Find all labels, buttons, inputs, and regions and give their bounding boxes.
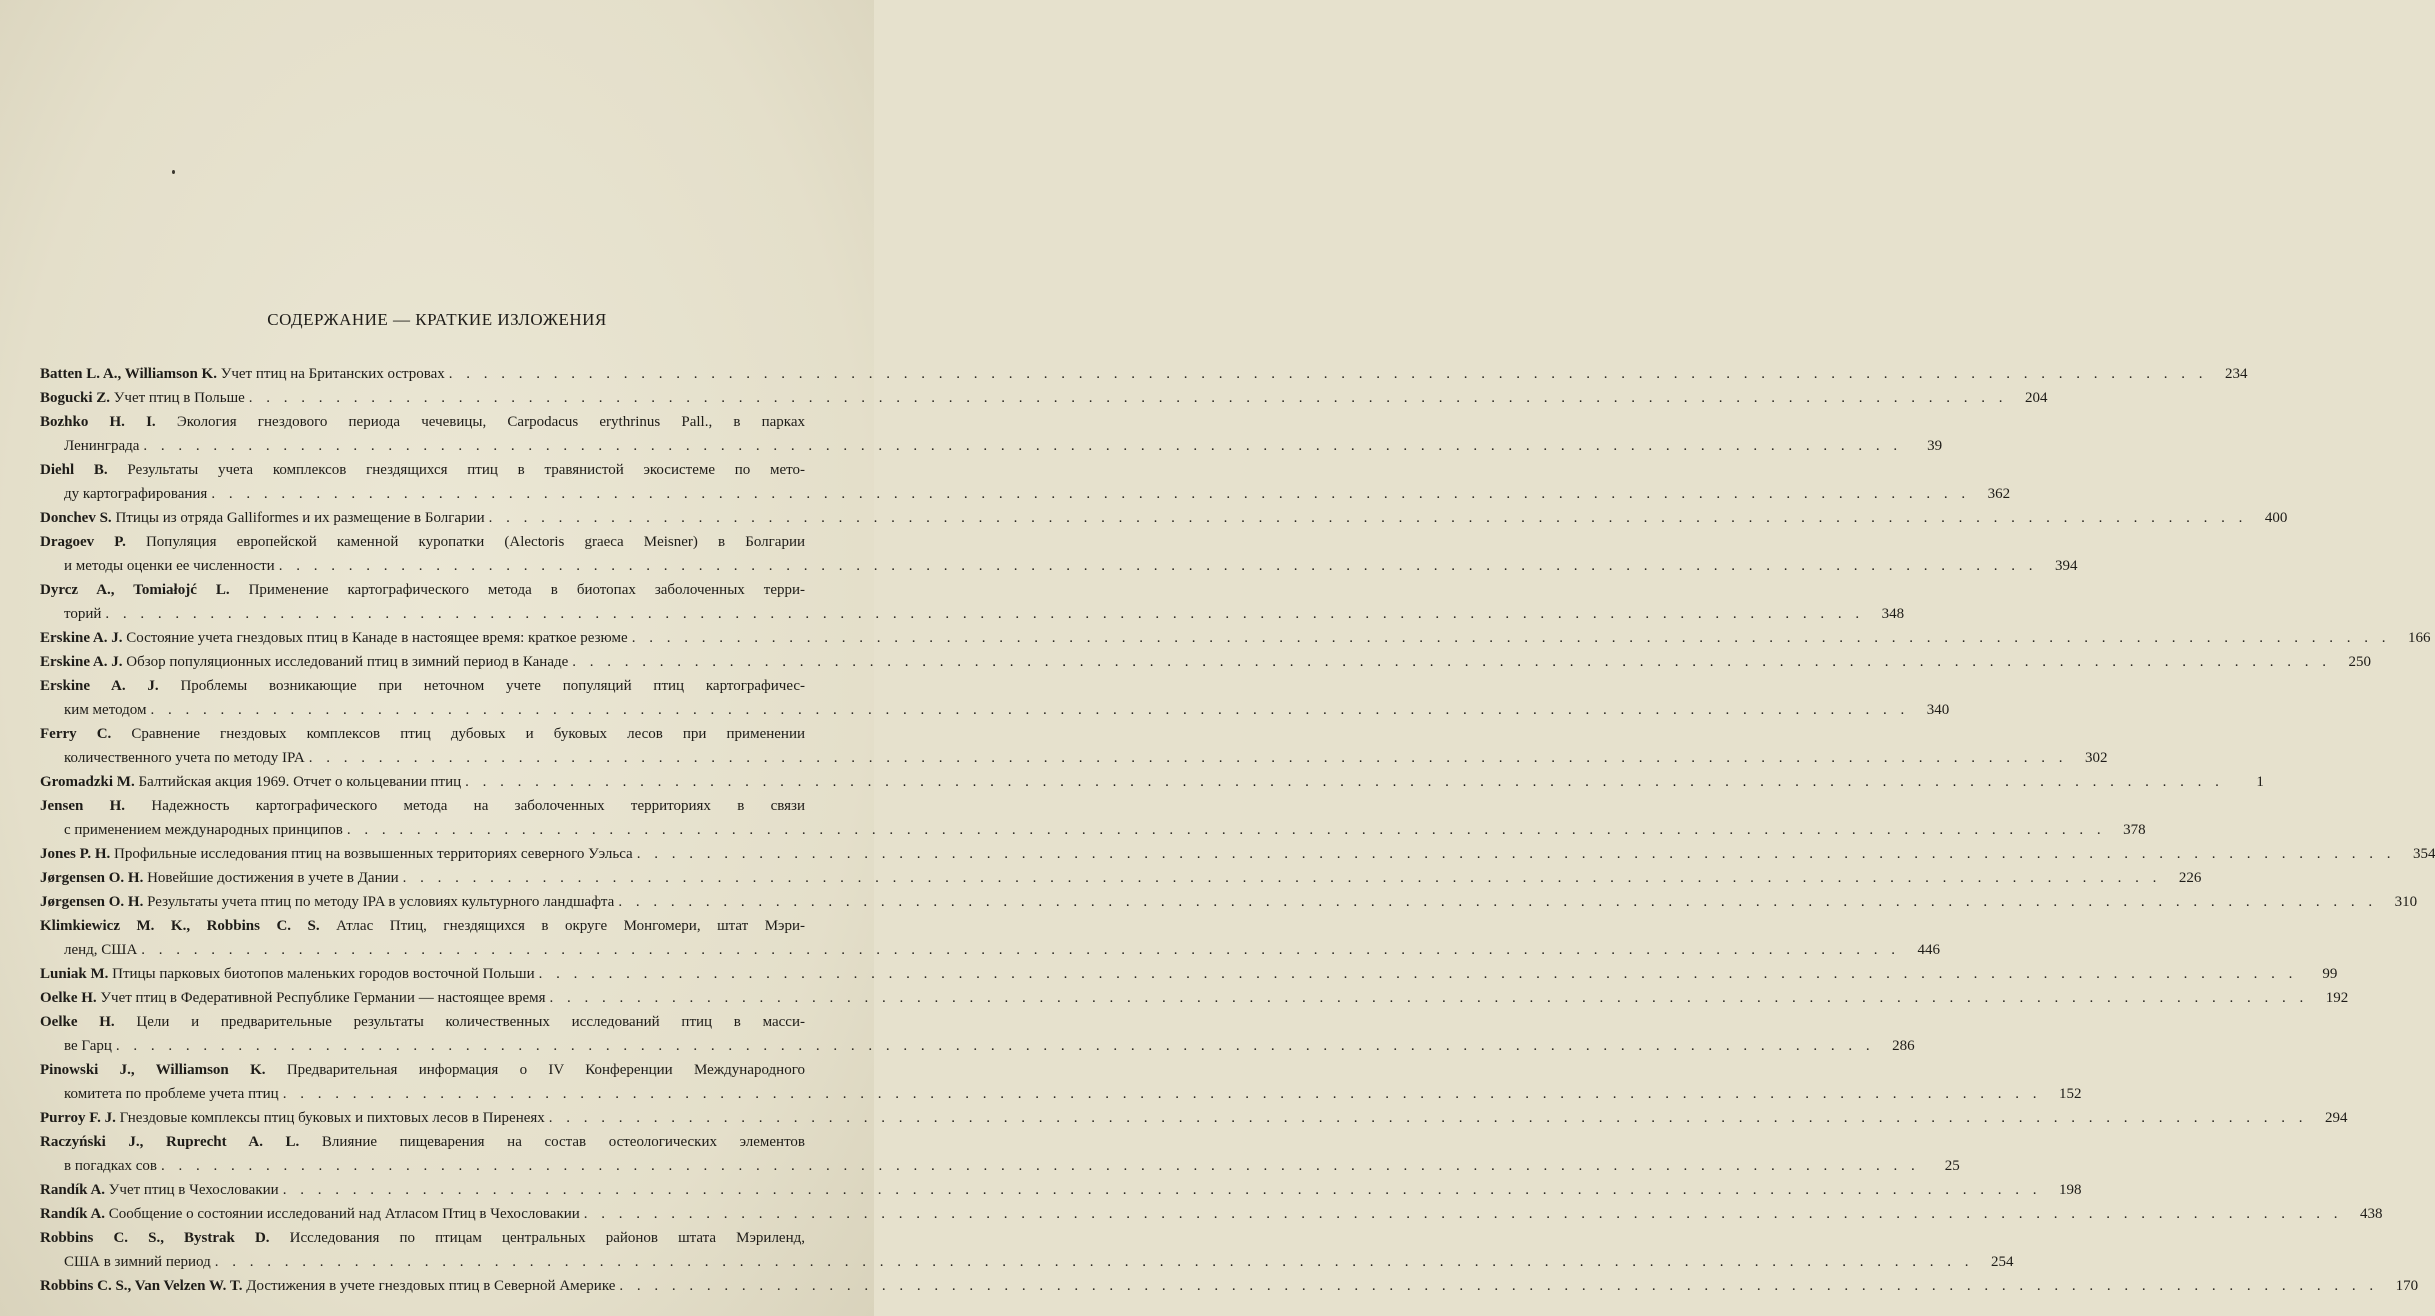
toc-entry-line: [40, 1106, 2348, 1130]
toc-entry: [40, 1274, 2419, 1298]
entry-page-number: 400: [2264, 510, 2288, 526]
toc-entry: [40, 674, 1950, 722]
entry-authors: Erskine A. J.: [40, 654, 123, 670]
toc-entry-text: [40, 1130, 805, 1154]
toc-entry-continuation: [40, 602, 1905, 626]
entry-title: Птицы из отряда Galliformes и их размещение в Болгарии: [115, 510, 485, 526]
toc-entry: [40, 962, 2338, 986]
toc-entry-line: [40, 386, 2048, 410]
toc-entry: [40, 1058, 2082, 1106]
toc-entry-line: [40, 794, 841, 818]
leader-dots: [572, 650, 2331, 674]
entry-title-continued: и методы оценки ее численности: [64, 558, 275, 574]
toc-entry-text: [40, 914, 805, 938]
toc-entry-continuation: [40, 482, 2011, 506]
toc-entry: [40, 1202, 2383, 1226]
toc-entry-line: [40, 1010, 841, 1034]
leader-dots: [150, 698, 1909, 722]
entry-title: Атлас Птиц, гнездящихся в округе Монгомери, штат Мэри-: [336, 918, 805, 934]
toc-entry: [40, 1226, 2014, 1274]
toc-entry-text: [40, 842, 633, 866]
entry-title: Гнездовые комплексы птиц буковых и пихтовых лесов в Пиренеях: [119, 1110, 545, 1126]
entry-authors: Erskine A. J.: [40, 630, 123, 646]
toc-entry: [40, 530, 2078, 578]
entry-title-continued: количественного учета по методу IPA: [64, 750, 305, 766]
toc-entry-text: [40, 794, 805, 818]
entry-authors: Ferry C.: [40, 726, 112, 742]
toc-entry-text: [40, 506, 485, 530]
toc-entry-line: [40, 458, 841, 482]
toc-entry-line: [40, 506, 2288, 530]
leader-dots: [161, 1154, 1920, 1178]
entry-page-number: 152: [2058, 1086, 2082, 1102]
entry-title: Популяция европейской каменной куропатки (Alectoris graeca Meisner) в Болгарии: [145, 534, 806, 550]
leader-dots: [403, 866, 2162, 890]
entry-authors: Robbins C. S., Van Velzen W. T.: [40, 1278, 243, 1294]
toc-entry: [40, 770, 2264, 794]
entry-page-number: 378: [2123, 822, 2146, 838]
entry-title: Учет птиц на Британских островах: [220, 366, 445, 382]
leader-dots: [215, 1250, 1974, 1274]
leader-dots: [143, 434, 1902, 458]
leader-dots: [619, 1274, 2378, 1298]
toc-entry-text: [40, 1274, 615, 1298]
toc-entry-line: [40, 626, 2431, 650]
toc-entry-text: [40, 722, 805, 746]
toc-entry-text: [40, 386, 245, 410]
toc-entry-text: [40, 1106, 545, 1130]
leader-dots: [283, 1178, 2042, 1202]
toc-entry: [40, 1130, 1960, 1178]
entry-title: Обзор популяционных исследований птиц в зимний период в Канаде: [126, 654, 569, 670]
toc-entry-line: [40, 410, 841, 434]
leader-dots: [465, 770, 2224, 794]
toc-entry: [40, 386, 2048, 410]
toc-entry: [40, 1010, 1915, 1058]
leader-dots: [116, 1034, 1875, 1058]
entry-page-number: 362: [1987, 486, 2011, 502]
toc-entry-line: [40, 866, 2202, 890]
toc-entry-text: [40, 890, 614, 914]
entry-page-number: 250: [2348, 654, 2372, 670]
ink-speck: [172, 170, 175, 174]
toc-entry-line: [40, 1178, 2082, 1202]
entry-page-number: 166: [2407, 630, 2431, 646]
entry-title-continued: с применением международных принципов: [64, 822, 343, 838]
toc-entry: [40, 866, 2202, 890]
leader-dots: [632, 626, 2391, 650]
entry-authors: Jensen H.: [40, 798, 126, 814]
entry-authors: Klimkiewicz M. K., Robbins C. S.: [40, 918, 320, 934]
entry-authors: Dyrcz A., Tomiałojć L.: [40, 582, 230, 598]
toc-entry-continuation: [40, 434, 1943, 458]
entry-authors: Purroy F. J.: [40, 1110, 116, 1126]
toc-entry: [40, 722, 2108, 770]
toc-entry-text: [40, 674, 805, 698]
entry-title: Учет птиц в Польше: [113, 390, 245, 406]
toc-entry-text: [40, 1010, 805, 1034]
toc-entry-continuation: [40, 1154, 1960, 1178]
toc-entry-text: [40, 1202, 580, 1226]
toc-entry-text: [40, 1058, 805, 1082]
toc-entry-text: [40, 410, 805, 434]
toc-entry-continuation: [40, 554, 2078, 578]
entry-title-continued: Ленинграда: [64, 438, 140, 454]
entry-authors: Donchev S.: [40, 510, 112, 526]
toc-entry: [40, 986, 2349, 1010]
entry-title: Результаты учета птиц по методу IPA в условиях культурного ландшафта: [147, 894, 615, 910]
entry-authors: Oelke H.: [40, 1014, 115, 1030]
toc-entry-text: [40, 578, 805, 602]
entry-authors: Robbins C. S., Bystrak D.: [40, 1230, 270, 1246]
toc-entry-line: [40, 674, 841, 698]
entry-authors: Bozhko H. I.: [40, 414, 156, 430]
entry-title: Результаты учета комплексов гнездящихся птиц в травянистой экосистеме по мето-: [127, 462, 806, 478]
entry-title-continued: торий: [64, 606, 102, 622]
leader-dots: [489, 506, 2248, 530]
entry-authors: Jørgensen O. H.: [40, 894, 144, 910]
toc-entry-continuation: [40, 746, 2108, 770]
entry-page-number: 234: [2225, 366, 2248, 382]
entry-title: Учет птиц в Чехословакии: [108, 1182, 279, 1198]
leader-dots: [549, 1106, 2308, 1130]
entry-title-continued: ду картографирования: [64, 486, 208, 502]
entry-page-number: 192: [2325, 990, 2349, 1006]
toc-entry-line: [40, 1202, 2383, 1226]
toc-entry-line: [40, 770, 2264, 794]
toc-entry-text: [40, 1178, 279, 1202]
toc-entry-line: [40, 842, 2435, 866]
toc-entry-text: [40, 962, 535, 986]
entry-title: Надежность картографического метода на заболоченных территориях в связи: [151, 798, 805, 814]
toc-entry-line: [40, 890, 2418, 914]
leader-dots: [584, 1202, 2343, 1226]
entry-page-number: 39: [1927, 438, 1943, 454]
entry-page-number: 170: [2395, 1278, 2419, 1294]
toc-entry: [40, 1178, 2082, 1202]
entry-title: Влияние пищеварения на состав остеологических элементов: [321, 1134, 806, 1150]
entry-title-continued: США в зимний период: [64, 1254, 211, 1270]
entry-page-number: 340: [1926, 702, 1950, 718]
leader-dots: [539, 962, 2298, 986]
toc-entry-text: [40, 458, 805, 482]
entry-title: Профильные исследования птиц на возвышенных территориях северного Уэльса: [114, 846, 633, 862]
toc-entry: [40, 650, 2372, 674]
leader-dots: [449, 362, 2208, 386]
entry-authors: Randík A.: [40, 1206, 106, 1222]
toc-entry-line: [40, 1058, 841, 1082]
toc-entry-text: [40, 362, 445, 386]
entry-page-number: 310: [2394, 894, 2418, 910]
toc-entry: [40, 794, 2146, 842]
toc-entry: [40, 362, 2248, 386]
entry-title-continued: ленд, США: [64, 942, 138, 958]
entry-page-number: 446: [1917, 942, 1941, 958]
toc-entry-text: [40, 1226, 805, 1250]
toc-entry-text: [40, 626, 628, 650]
toc-entry-line: [40, 986, 2349, 1010]
entry-page-number: 198: [2058, 1182, 2082, 1198]
leader-dots: [283, 1082, 2042, 1106]
leader-dots: [211, 482, 1970, 506]
toc-entry-line: [40, 362, 2248, 386]
entry-authors: Bogucki Z.: [40, 390, 111, 406]
entry-authors: Batten L. A., Williamson K.: [40, 366, 217, 382]
leader-dots: [105, 602, 1864, 626]
leader-dots: [637, 842, 2396, 866]
entry-page-number: 294: [2325, 1110, 2348, 1126]
entry-authors: Pinowski J., Williamson K.: [40, 1062, 266, 1078]
toc-entry-text: [40, 770, 461, 794]
leader-dots: [141, 938, 1900, 962]
entry-authors: Diehl B.: [40, 462, 108, 478]
entry-title-continued: ве Гарц: [64, 1038, 112, 1054]
entry-title-continued: в погадках сов: [64, 1158, 158, 1174]
entry-page-number: 1: [2256, 774, 2264, 790]
entry-title: Балтийская акция 1969. Отчет о кольцевании птиц: [138, 774, 462, 790]
entry-authors: Gromadzki M.: [40, 774, 135, 790]
toc-entry: [40, 506, 2288, 530]
toc-entry-continuation: [40, 1250, 2014, 1274]
entry-page-number: 354: [2412, 846, 2435, 862]
toc-entry-continuation: [40, 938, 1941, 962]
toc-entry: [40, 626, 2431, 650]
entry-title: Состояние учета гнездовых птиц в Канаде в настоящее время: краткое резюме: [126, 630, 628, 646]
toc-entry: [40, 410, 1943, 458]
leader-dots: [618, 890, 2377, 914]
toc-entry-continuation: [40, 1034, 1915, 1058]
entry-authors: Randík A.: [40, 1182, 106, 1198]
entry-title: Птицы парковых биотопов маленьких городов восточной Польши: [112, 966, 535, 982]
entry-authors: Raczyński J., Ruprecht A. L.: [40, 1134, 300, 1150]
entry-title: Применение картографического метода в биотопах заболоченных терри-: [248, 582, 805, 598]
toc-entry: [40, 842, 2435, 866]
entry-page-number: 204: [2025, 390, 2048, 406]
entry-page-number: 302: [2085, 750, 2108, 766]
entry-page-number: 254: [1991, 1254, 2014, 1270]
entry-page-number: 25: [1944, 1158, 1960, 1174]
entry-title: Новейшие достижения в учете в Дании: [147, 870, 399, 886]
toc-entry-text: [40, 866, 399, 890]
toc-entry: [40, 458, 2011, 506]
entry-authors: Jørgensen O. H.: [40, 870, 144, 886]
entry-title: Цели и предварительные результаты количественных исследований птиц в масси-: [136, 1014, 805, 1030]
toc-entry-text: [40, 650, 568, 674]
entry-page-number: 438: [2360, 1206, 2383, 1222]
entry-page-number: 99: [2322, 966, 2338, 982]
toc-entry: [40, 914, 1941, 962]
leader-dots: [249, 386, 2008, 410]
entry-page-number: 348: [1881, 606, 1905, 622]
entry-page-number: 226: [2178, 870, 2202, 886]
entry-title: Сообщение о состоянии исследований над Атласом Птиц в Чехословакии: [108, 1206, 580, 1222]
leader-dots: [347, 818, 2106, 842]
entry-title-continued: комитета по проблеме учета птиц: [64, 1086, 279, 1102]
leader-dots: [309, 746, 2068, 770]
table-of-contents: [40, 362, 2435, 1298]
toc-entry-line: [40, 530, 841, 554]
toc-entry-continuation: [40, 1082, 2082, 1106]
toc-entry-continuation: [40, 698, 1950, 722]
toc-entry-line: [40, 1274, 2419, 1298]
toc-entry-continuation: [40, 818, 2146, 842]
entry-title: Проблемы возникающие при неточном учете популяций птиц картографичес-: [180, 678, 806, 694]
entry-authors: Oelke H.: [40, 990, 97, 1006]
entry-authors: Erskine A. J.: [40, 678, 159, 694]
toc-entry-line: [40, 914, 841, 938]
toc-entry-line: [40, 962, 2338, 986]
entry-title: Исследования по птицам центральных районов штата Мэриленд,: [289, 1230, 805, 1246]
entry-title-continued: ким методом: [64, 702, 147, 718]
toc-entry-line: [40, 650, 2372, 674]
toc-entry-text: [40, 530, 805, 554]
toc-entry-line: [40, 1130, 841, 1154]
toc-entry-line: [40, 1226, 841, 1250]
toc-entry: [40, 1106, 2348, 1130]
entry-authors: Dragoev P.: [40, 534, 126, 550]
entry-title: Учет птиц в Федеративной Республике Германии — настоящее время: [100, 990, 546, 1006]
entry-title: Предварительная информация о IV Конференции Международного: [286, 1062, 805, 1078]
toc-entry-line: [40, 722, 841, 746]
entry-page-number: 394: [2054, 558, 2078, 574]
entry-title: Сравнение гнездовых комплексов птиц дубовых и буковых лесов при применении: [131, 726, 805, 742]
entry-page-number: 286: [1892, 1038, 1915, 1054]
section-heading: СОДЕРЖАНИЕ — КРАТКИЕ ИЗЛОЖЕНИЯ: [267, 310, 607, 329]
leader-dots: [279, 554, 2038, 578]
entry-authors: Luniak M.: [40, 966, 109, 982]
toc-entry-line: [40, 578, 841, 602]
toc-entry: [40, 578, 1905, 626]
toc-entry: [40, 890, 2418, 914]
toc-entry-text: [40, 986, 546, 1010]
leader-dots: [550, 986, 2309, 1010]
entry-title: Достижения в учете гнездовых птиц в Северной Америке: [246, 1278, 616, 1294]
entry-authors: Jones P. H.: [40, 846, 111, 862]
entry-title: Экология гнездового периода чечевицы, Carpodacus erythrinus Pall., в парках: [176, 414, 805, 430]
